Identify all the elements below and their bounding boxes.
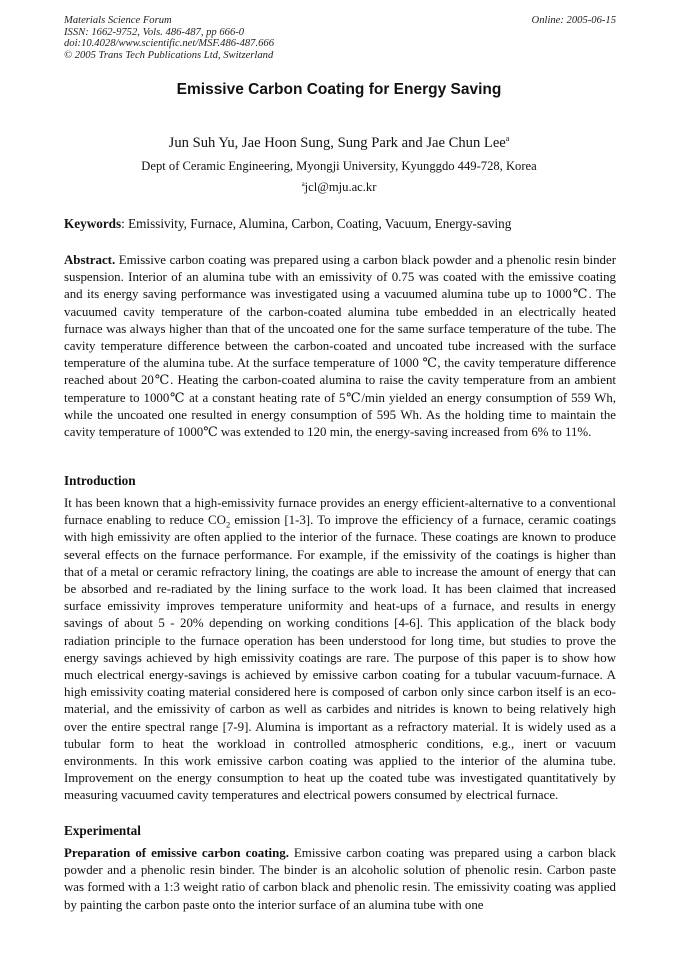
author-email — [0, 180, 678, 195]
journal-header — [64, 15, 616, 61]
keywords — [64, 216, 616, 232]
introduction-body — [64, 495, 616, 805]
introduction-text-2: emission [1-3]. To improve the efficiency of a furnace, ceramic coatings with high emissivity are often applied to the interior of the furnace. These coatings are known to produce several effects on the furnace performance. For example, if the emissivity of the coatings is higher than that of a metal or ceramic refractory lining, the coatings are able to increase the amount of energy that can be absorbed and re-radiated by the lining surface to the work load. It has been claimed that increased surface emissivity improves temperature uniformity and heat-ups of a furnace, and results in energy savings of about 5 - 20% depending on working conditions [4-6]. This application of the black body radiation principle to the furnace operation has been understood for long time, but studies to prove the energy savings achieved by high emissivity coatings are rare. The purpose of this paper is to show how much electrical energy-savings is achieved by emissive carbon coating for a tubular vacuum-furnace. A high emissivity coating material considered here is composed of carbon only since carbon itself is an eco-material, and the emissivity of carbon as well as carbides and nitrides is known to being relatively high over the entire spectral range [7-9]. Alumina is important as a refractory material. It is widely used as a tubular form to heat the workload in controlled atmospheric conditions, e.g., inert or vacuum environments. In this work emissive carbon coating was applied to the interior of the alumina tube. Improvement on the energy consumption to heat up the coated tube was investigated quantitatively by measuring vacuumed cavity temperatures and electrical powers consumed by electrical furnace. — [64, 513, 616, 803]
online-date: Online: 2005-06-15 — [531, 15, 616, 26]
author-affiliation-marker: a — [505, 134, 510, 144]
author-names: Jun Suh Yu, Jae Hoon Sung, Sung Park and Jae Chun Lee — [168, 135, 506, 151]
experimental-heading: Experimental — [64, 823, 141, 838]
experimental-body — [64, 845, 616, 914]
keywords-label: Keywords — [64, 216, 122, 231]
journal-doi: doi:10.4028/www.scientific.net/MSF.486-487.666 — [64, 38, 274, 50]
journal-copyright: © 2005 Trans Tech Publications Ltd, Switzerland — [64, 49, 274, 61]
abstract-label: Abstract. — [64, 253, 116, 267]
abstract — [64, 252, 616, 441]
co2-subscript: 2 — [225, 519, 231, 530]
preparation-subheading: Preparation of emissive carbon coating. — [64, 846, 289, 860]
introduction-text-1: It has been known that a high-emissivity furnace provides an energy efficient-alternative to a conventional furnace enabling to reduce CO — [64, 496, 616, 528]
paper-title: Emissive Carbon Coating for Energy Saving — [176, 81, 502, 98]
email-address: jcl@mju.ac.kr — [304, 180, 377, 194]
author-list — [0, 135, 678, 152]
email-marker: a — [301, 179, 305, 188]
abstract-text: Emissive carbon coating was prepared using a carbon black powder and a phenolic resin binder suspension. Interior of an alumina tube with an emissivity of 0.75 was coated with the emissive coating and its energy saving performance was investigated using a vacuumed alumina tube up to 1000℃. The vacuumed cavity temperature of the carbon-coated alumina tube embedded in an electrically heated furnace was always higher than that of the uncoated one for the same surface temperature of the tube. The cavity temperature difference between the carbon-coated and uncoated tube increased with the surface temperature of the alumina tube. At the surface temperature of 1000 ℃, the cavity temperature difference reached about 20℃. Heating the carbon-coated alumina to raise the cavity temperature from an ambient temperature to 1000℃ at a constant heating rate of 5℃/min yielded an energy consumption of 559 Wh, while the uncoated one resulted in energy consumption of 595 Wh. As the holding time to maintain the cavity temperature of 1000℃ was extended to 120 min, the energy-saving increased from 6% to 11%. — [64, 253, 616, 440]
preparation-text: Emissive carbon coating was prepared using a carbon black powder and a phenolic resin binder. The binder is an alcoholic solution of phenolic resin. Carbon paste was formed with a 1:3 weight ratio of carbon black and phenolic resin. The emissivity coating was applied by painting the carbon paste onto the interior surface of an alumina tube with one — [64, 846, 616, 912]
keywords-text: : Emissivity, Furnace, Alumina, Carbon, Coating, Vacuum, Energy-saving — [121, 216, 512, 231]
affiliation: Dept of Ceramic Engineering, Myongji University, Kyunggdo 449-728, Korea — [141, 159, 537, 173]
introduction-heading: Introduction — [64, 473, 136, 488]
journal-name: Materials Science Forum — [64, 15, 172, 26]
journal-issn: ISSN: 1662-9752, Vols. 486-487, pp 666-0 — [64, 26, 245, 38]
